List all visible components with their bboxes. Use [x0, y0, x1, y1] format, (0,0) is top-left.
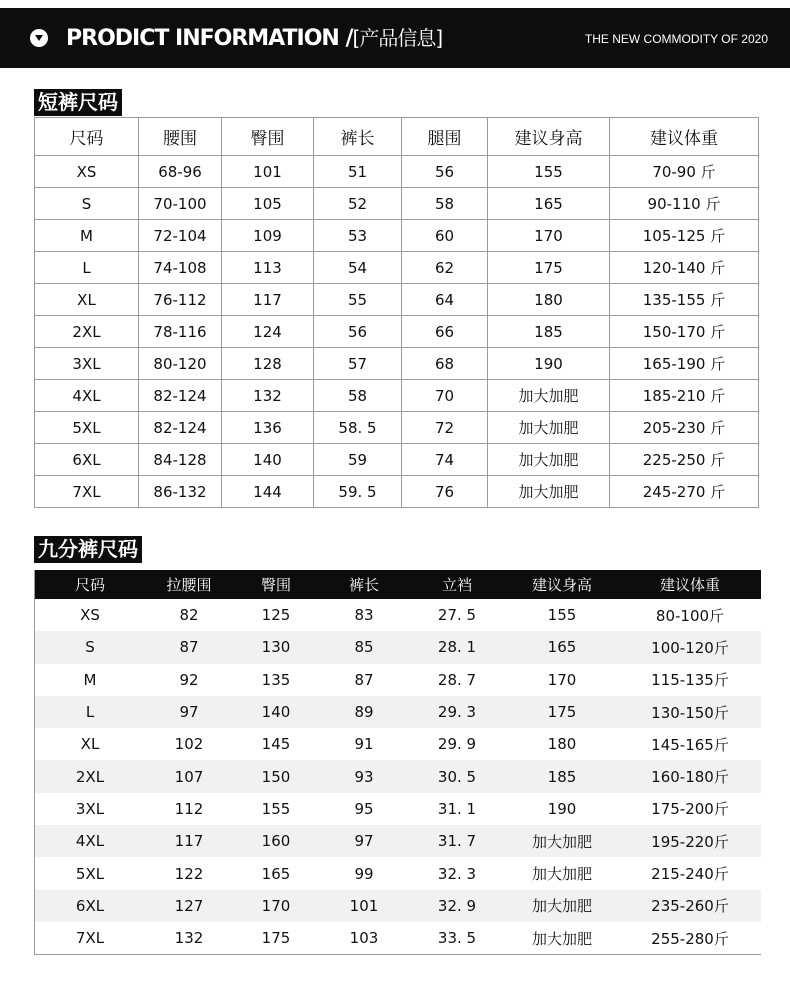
table-cell: 205-230 斤 [610, 412, 759, 444]
table-cell: 170 [488, 220, 610, 252]
table-row [35, 890, 761, 922]
table-row [35, 380, 759, 412]
shorts-section-label: 短裤尺码 [34, 89, 122, 116]
table-cell: 90-110 斤 [610, 188, 759, 220]
table-cell: 92 [179, 670, 199, 689]
table-cell: 4XL [35, 825, 145, 857]
table-cell: 59. 5 [314, 476, 402, 508]
table-row [35, 664, 761, 696]
table-cell: 135-155 斤 [610, 284, 759, 316]
table-cell: 29. 9 [437, 735, 477, 754]
shorts-size-table [34, 117, 759, 508]
table-cell: 140 [222, 444, 314, 476]
table-cell: 30. 5 [409, 760, 505, 792]
table-cell: 117 [145, 825, 233, 857]
table-cell: 28. 7 [437, 670, 477, 689]
table-cell: 113 [222, 252, 314, 284]
table-cell: 144 [222, 476, 314, 508]
table-cell: 2XL [35, 760, 145, 792]
table-cell: 31. 1 [437, 799, 477, 818]
chevron-down-icon [30, 29, 48, 47]
table-cell: 51 [314, 156, 402, 188]
page-title-cn: [产品信息] [352, 26, 443, 50]
table-cell: 74-108 [139, 252, 222, 284]
cropped-size-table [35, 570, 761, 954]
table-row [35, 188, 759, 220]
page-title [66, 22, 442, 51]
table-cell: 180 [488, 284, 610, 316]
table-cell: 76-112 [139, 284, 222, 316]
table-row [35, 444, 759, 476]
table-cell: 加大加肥 [488, 380, 610, 412]
table-cell: 74 [402, 444, 488, 476]
table-cell: 165-190 斤 [610, 348, 759, 380]
table-cell: 120-140 斤 [610, 252, 759, 284]
cropped-header-row [35, 570, 761, 599]
table-cell: 105 [222, 188, 314, 220]
table-row [35, 631, 761, 663]
table-row [35, 284, 759, 316]
table-cell: 5XL [75, 864, 105, 883]
table-cell: 68-96 [139, 156, 222, 188]
table-cell: 235-260斤 [619, 890, 761, 922]
table-cell: 29. 3 [409, 696, 505, 728]
table-cell: 80-120 [139, 348, 222, 380]
table-cell: 80-100斤 [655, 606, 725, 625]
table-cell: 53 [314, 220, 402, 252]
table-cell: 225-250 斤 [610, 444, 759, 476]
table-cell: 3XL [35, 348, 139, 380]
table-cell: XS [35, 156, 139, 188]
table-cell: 130-150斤 [619, 696, 761, 728]
table-cell: 78-116 [139, 316, 222, 348]
table-cell: 165 [505, 631, 619, 663]
table-cell: 82-124 [139, 380, 222, 412]
table-cell: 132 [222, 380, 314, 412]
column-header: 建议身高 [505, 570, 619, 599]
table-cell: L [35, 696, 145, 728]
table-cell: 132 [174, 929, 204, 948]
column-header: 建议体重 [619, 570, 761, 599]
table-cell: 102 [174, 735, 204, 754]
column-header: 拉腰围 [145, 570, 233, 599]
column-header: 臀围 [233, 570, 319, 599]
table-cell: 27. 5 [437, 606, 477, 625]
table-cell: 175-200斤 [651, 800, 729, 819]
table-cell: 190 [547, 799, 577, 818]
column-header: 臀围 [222, 118, 314, 156]
table-cell: 89 [319, 696, 409, 728]
table-cell: 58 [402, 188, 488, 220]
table-cell: 101 [319, 890, 409, 922]
table-cell: 150 [233, 760, 319, 792]
table-cell: M [83, 670, 97, 689]
table-cell: 117 [222, 284, 314, 316]
table-cell: 165 [488, 188, 610, 220]
table-cell: 124 [222, 316, 314, 348]
table-cell: S [35, 631, 145, 663]
table-cell: 130 [233, 631, 319, 663]
table-cell: 160-180斤 [619, 760, 761, 792]
table-cell: 84-128 [139, 444, 222, 476]
table-cell: 128 [222, 348, 314, 380]
table-cell: 180 [547, 735, 577, 754]
table-cell: 101 [222, 156, 314, 188]
table-row [35, 922, 761, 954]
table-cell: 160 [233, 825, 319, 857]
table-cell: 170 [547, 670, 577, 689]
table-cell: 64 [402, 284, 488, 316]
table-cell: 82-124 [139, 412, 222, 444]
table-cell: 185 [505, 760, 619, 792]
table-cell: 83 [354, 606, 374, 625]
table-cell: 145 [261, 735, 291, 754]
table-cell: 175 [488, 252, 610, 284]
table-cell: 175 [261, 929, 291, 948]
table-cell: 155 [488, 156, 610, 188]
table-row [35, 825, 761, 857]
column-header: 腰围 [139, 118, 222, 156]
table-cell: 125 [261, 606, 291, 625]
table-cell: 59 [314, 444, 402, 476]
table-cell: 33. 5 [437, 929, 477, 948]
table-cell: 103 [349, 929, 379, 948]
table-cell: 82 [179, 606, 199, 625]
table-row [35, 252, 759, 284]
table-cell: 112 [174, 799, 204, 818]
table-cell: 155 [547, 606, 577, 625]
table-cell: 58 [314, 380, 402, 412]
table-cell: 加大加肥 [488, 476, 610, 508]
table-cell: 105-125 斤 [610, 220, 759, 252]
table-cell: 32. 9 [409, 890, 505, 922]
table-cell: 185-210 斤 [610, 380, 759, 412]
table-cell: 70 [402, 380, 488, 412]
table-cell: M [35, 220, 139, 252]
table-cell: 190 [488, 348, 610, 380]
shorts-header-row [35, 118, 759, 156]
column-header: 建议体重 [610, 118, 759, 156]
table-cell: 4XL [35, 380, 139, 412]
table-cell: 55 [314, 284, 402, 316]
table-cell: 170 [233, 890, 319, 922]
table-cell: 85 [319, 631, 409, 663]
table-cell: 97 [145, 696, 233, 728]
table-cell: 99 [354, 864, 374, 883]
table-cell: 32. 3 [437, 864, 477, 883]
table-cell: 5XL [35, 412, 139, 444]
table-cell: 145-165斤 [651, 735, 729, 754]
table-cell: 175 [505, 696, 619, 728]
table-cell: 52 [314, 188, 402, 220]
table-cell: 加大加肥 [531, 865, 592, 884]
table-cell: 150-170 斤 [610, 316, 759, 348]
table-row [35, 728, 761, 760]
table-cell: 72 [402, 412, 488, 444]
table-cell: 155 [261, 799, 291, 818]
table-cell: L [35, 252, 139, 284]
table-cell: XL [80, 735, 100, 754]
table-cell: 28. 1 [409, 631, 505, 663]
table-row [35, 857, 761, 889]
table-row [35, 696, 761, 728]
table-row [35, 793, 761, 825]
table-cell: 66 [402, 316, 488, 348]
table-cell: S [35, 188, 139, 220]
column-header: 裤长 [314, 118, 402, 156]
column-header: 尺码 [35, 118, 139, 156]
table-cell: 70-90 斤 [610, 156, 759, 188]
table-cell: 136 [222, 412, 314, 444]
table-cell: 122 [174, 864, 204, 883]
table-cell: 100-120斤 [619, 631, 761, 663]
column-header: 尺码 [35, 570, 145, 599]
table-cell: 195-220斤 [619, 825, 761, 857]
table-cell: 86-132 [139, 476, 222, 508]
column-header: 建议身高 [488, 118, 610, 156]
table-cell: 加大加肥 [505, 825, 619, 857]
cropped-size-table-frame [34, 570, 761, 955]
column-header: 裤长 [319, 570, 409, 599]
table-cell: XL [35, 284, 139, 316]
table-cell: 97 [319, 825, 409, 857]
header-bar [0, 8, 790, 68]
table-cell: 56 [402, 156, 488, 188]
table-cell: 7XL [35, 476, 139, 508]
table-cell: 58. 5 [314, 412, 402, 444]
table-cell: 54 [314, 252, 402, 284]
table-cell: 115-135斤 [651, 671, 729, 690]
table-cell: XS [80, 606, 100, 625]
table-row [35, 599, 761, 631]
table-cell: 6XL [35, 444, 139, 476]
table-cell: 57 [314, 348, 402, 380]
table-cell: 70-100 [139, 188, 222, 220]
table-row [35, 476, 759, 508]
table-cell: 76 [402, 476, 488, 508]
column-header: 腿围 [402, 118, 488, 156]
table-cell: 215-240斤 [651, 865, 729, 884]
table-cell: 107 [145, 760, 233, 792]
table-cell: 68 [402, 348, 488, 380]
table-cell: 6XL [35, 890, 145, 922]
column-header: 立裆 [409, 570, 505, 599]
table-cell: 127 [145, 890, 233, 922]
table-cell: 加大加肥 [531, 929, 592, 948]
table-cell: 60 [402, 220, 488, 252]
table-cell: 87 [354, 670, 374, 689]
table-cell: 95 [354, 799, 374, 818]
table-row [35, 348, 759, 380]
table-cell: 2XL [35, 316, 139, 348]
table-cell: 加大加肥 [505, 890, 619, 922]
table-cell: 165 [261, 864, 291, 883]
header-tagline: THE NEW COMMODITY OF 2020 [584, 32, 768, 46]
table-cell: 255-280斤 [651, 929, 729, 948]
table-cell: 31. 7 [409, 825, 505, 857]
table-row [35, 760, 761, 792]
table-cell: 109 [222, 220, 314, 252]
table-cell: 加大加肥 [488, 444, 610, 476]
table-cell: 87 [145, 631, 233, 663]
table-cell: 3XL [75, 799, 105, 818]
table-cell: 135 [261, 670, 291, 689]
table-cell: 加大加肥 [488, 412, 610, 444]
table-row [35, 316, 759, 348]
table-cell: 140 [233, 696, 319, 728]
table-row [35, 220, 759, 252]
table-cell: 62 [402, 252, 488, 284]
table-cell: 72-104 [139, 220, 222, 252]
table-cell: 56 [314, 316, 402, 348]
cropped-section-label: 九分裤尺码 [34, 536, 142, 563]
table-cell: 245-270 斤 [610, 476, 759, 508]
table-cell: 91 [354, 735, 374, 754]
table-row [35, 412, 759, 444]
page-title-en: PRODICT INFORMATION / [66, 26, 353, 51]
table-cell: 93 [319, 760, 409, 792]
table-cell: 7XL [75, 929, 105, 948]
table-row [35, 156, 759, 188]
table-cell: 185 [488, 316, 610, 348]
